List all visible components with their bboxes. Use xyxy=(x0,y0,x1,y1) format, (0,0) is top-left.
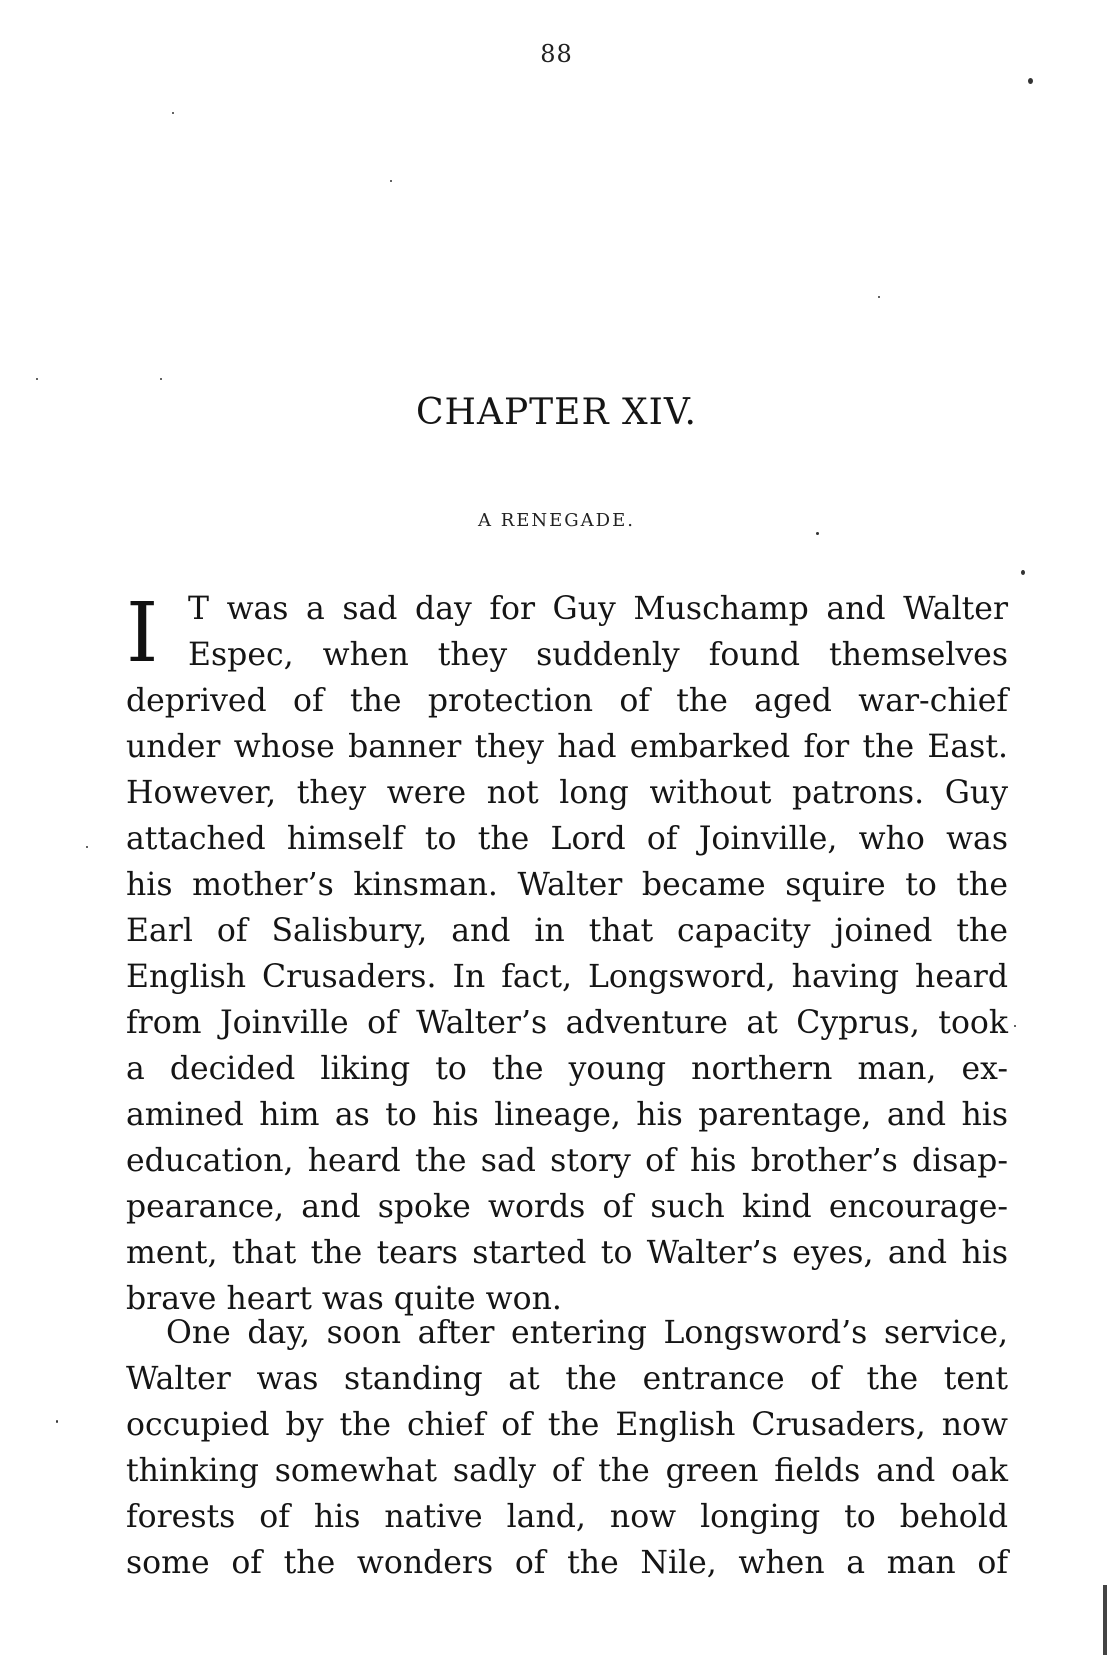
text-line: attached himself to the Lord of Joinville, who was xyxy=(126,821,1008,857)
text-line: deprived of the protection of the aged war-chief xyxy=(126,683,1008,719)
text-line: his mother’s kinsman. Walter became squire to the xyxy=(126,867,1008,903)
scan-speck xyxy=(1014,1025,1016,1027)
text-line: under whose banner they had embarked for the East. xyxy=(126,729,1008,765)
scan-speck xyxy=(1028,78,1033,84)
scan-speck xyxy=(816,532,819,535)
text-line: Espec, when they suddenly found themselves xyxy=(188,637,1008,673)
scan-speck xyxy=(172,112,174,114)
text-line: from Joinville of Walter’s adventure at Cyprus, took xyxy=(126,1005,1008,1041)
text-line: some of the wonders of the Nile, when a man of xyxy=(126,1545,1008,1581)
drop-cap: I xyxy=(126,586,159,681)
text-line: Walter was standing at the entrance of the tent xyxy=(126,1361,1008,1397)
text-line: ment, that the tears started to Walter’s eyes, and his xyxy=(126,1235,1008,1271)
text-line: forests of his native land, now longing to behold xyxy=(126,1499,1008,1535)
chapter-title: CHAPTER XIV. xyxy=(416,392,697,433)
scan-speck xyxy=(36,378,38,380)
scan-speck xyxy=(390,180,392,182)
line-text: T was a sad day for Guy Muschamp and Walter xyxy=(188,591,1008,627)
scan-speck xyxy=(160,378,162,380)
text-line: education, heard the sad story of his brother’s disap- xyxy=(126,1143,1008,1179)
page-number: 88 xyxy=(540,40,573,68)
scan-speck xyxy=(86,846,88,848)
scan-speck xyxy=(878,296,880,298)
text-line: pearance, and spoke words of such kind encourage- xyxy=(126,1189,1008,1225)
text-line: a decided liking to the young northern man, ex- xyxy=(126,1051,1008,1087)
paragraph-1 xyxy=(126,586,1008,1322)
scan-edge-mark xyxy=(1103,1585,1107,1655)
scan-speck xyxy=(1021,570,1025,575)
text-line: Earl of Salisbury, and in that capacity joined the xyxy=(126,913,1008,949)
text-line: thinking somewhat sadly of the green fields and oak xyxy=(126,1453,1008,1489)
scan-speck xyxy=(56,1420,58,1423)
chapter-subtitle: A RENEGADE. xyxy=(478,510,635,531)
text-line: occupied by the chief of the English Crusaders, now xyxy=(126,1407,1008,1443)
text-line: One day, soon after entering Longsword’s service, xyxy=(166,1315,1008,1351)
paragraph-2 xyxy=(126,1310,1008,1586)
text-line: English Crusaders. In fact, Longsword, having heard xyxy=(126,959,1008,995)
text-line: amined him as to his lineage, his parentage, and his xyxy=(126,1097,1008,1133)
text-line: However, they were not long without patrons. Guy xyxy=(126,775,1008,811)
text-line: brave heart was quite won. xyxy=(126,1281,562,1317)
